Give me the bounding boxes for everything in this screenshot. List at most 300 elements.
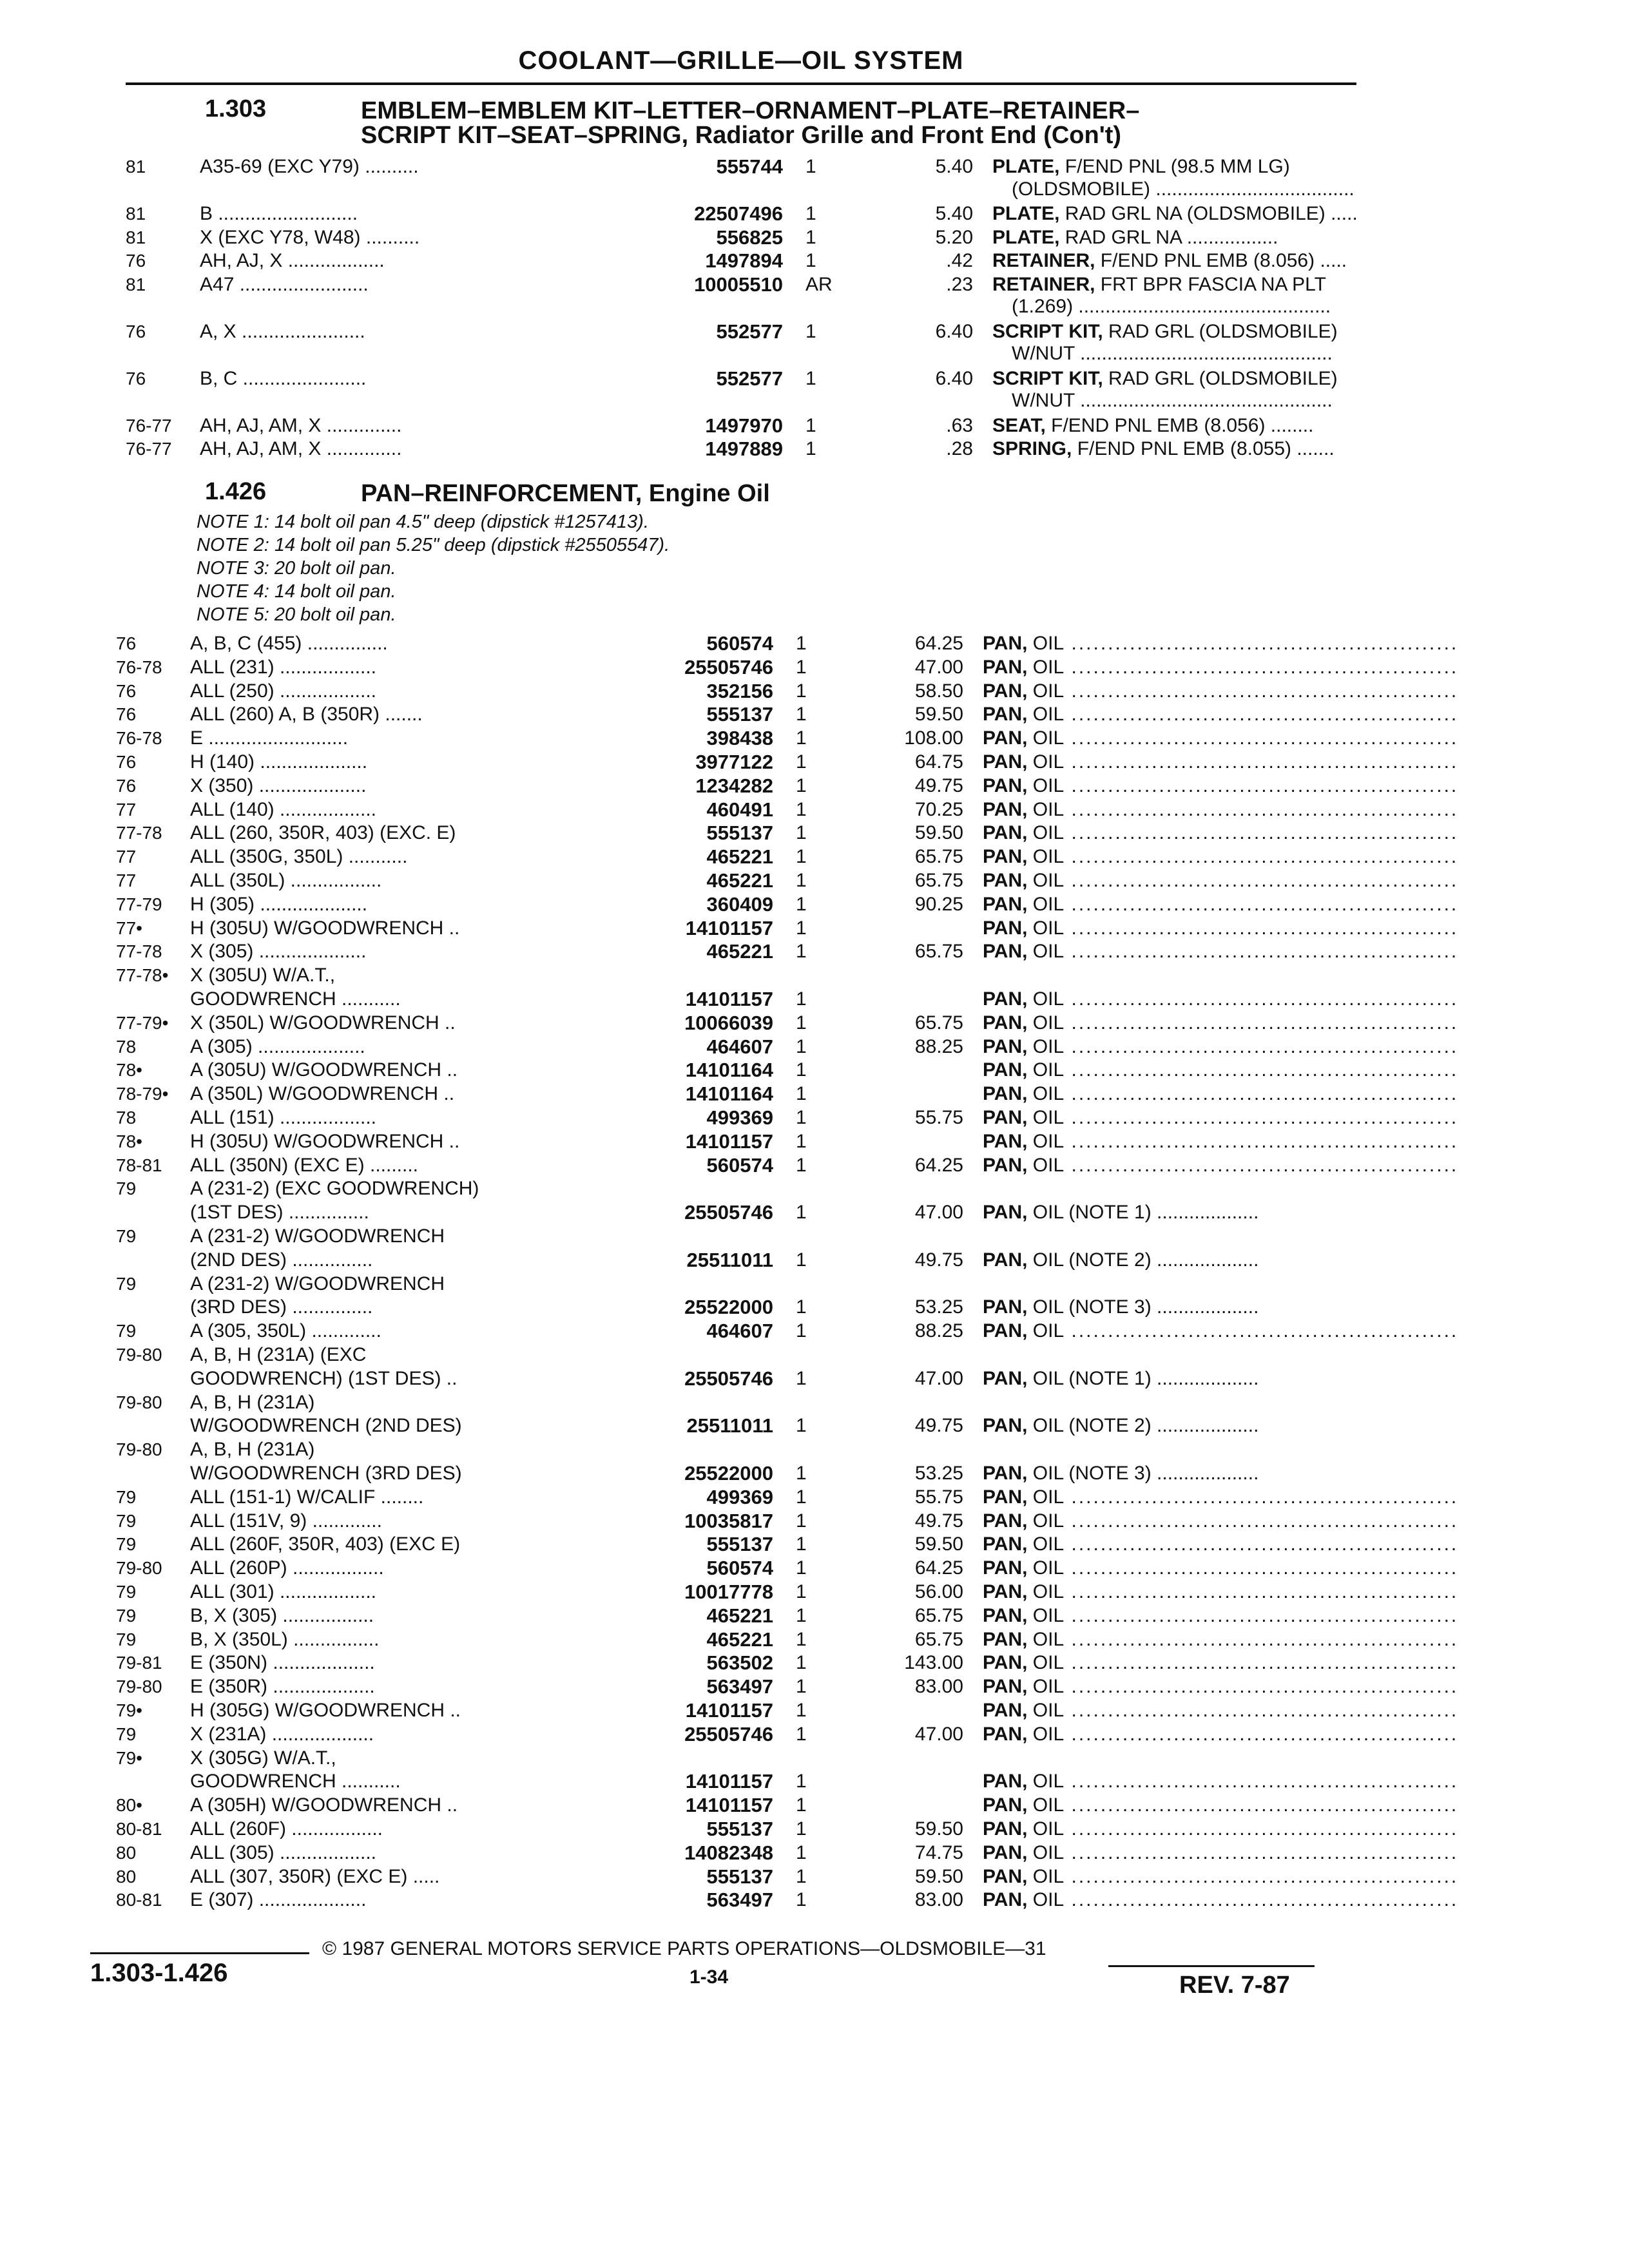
application-cell: A, B, C (455) ...............	[190, 633, 388, 654]
price-cell: 6.40	[935, 367, 973, 389]
description-text: F/END PNL EMB (8.055) .......	[1072, 438, 1335, 459]
quantity-cell: 1	[796, 1700, 807, 1721]
table-row	[116, 1651, 1463, 1675]
part-number-cell: 25511011	[686, 1248, 773, 1271]
model-year-cell: 81	[126, 204, 146, 224]
model-year-cell: 79	[116, 1582, 137, 1602]
description-text: OIL .....	[1027, 1557, 1456, 1579]
footer-revision: REV. 7-87	[1179, 1972, 1290, 1999]
quantity-cell: 1	[796, 680, 807, 702]
price-cell: 65.75	[914, 846, 963, 868]
description-cell	[992, 226, 1466, 249]
model-year-cell: 79-80	[116, 1677, 162, 1697]
price-cell: 108.00	[904, 727, 963, 749]
table-row	[116, 1437, 1463, 1461]
model-year-cell: 77	[116, 847, 137, 867]
application-cell: X (350) ....................	[190, 774, 367, 796]
part-number-cell: 14101157	[685, 1794, 773, 1817]
description-cell	[983, 631, 1456, 655]
application-cell: (1ST DES) ...............	[190, 1202, 369, 1224]
quantity-cell: 1	[796, 1676, 807, 1698]
application-cell: GOODWRENCH) (1ST DES) ..	[190, 1367, 458, 1389]
application-cell: X (305U) W/A.T.,	[190, 965, 336, 986]
description-cell	[992, 414, 1466, 437]
description-text: OIL .....	[1027, 988, 1456, 1010]
table-row	[116, 939, 1463, 963]
description-text: OIL .....	[1027, 1131, 1456, 1152]
application-cell: A47 ........................	[200, 273, 369, 295]
description-noun: SCRIPT KIT,	[992, 320, 1103, 342]
description-noun: PAN,	[983, 1557, 1028, 1579]
table-row	[116, 1011, 1463, 1035]
model-year-cell: 77-78•	[116, 965, 169, 986]
table-row	[116, 1556, 1463, 1580]
quantity-cell: 1	[796, 1818, 807, 1840]
quantity-cell: 1	[805, 414, 816, 436]
table-row	[116, 679, 1463, 703]
application-cell: E (350N) ...................	[190, 1652, 375, 1674]
description-noun: SPRING,	[992, 438, 1072, 459]
quantity-cell: 1	[796, 1107, 807, 1128]
model-year-cell: 78	[116, 1036, 137, 1057]
description-cell	[983, 1414, 1456, 1437]
description-text: OIL .....	[1027, 846, 1456, 867]
description-cell	[983, 1556, 1456, 1580]
quantity-cell: 1	[805, 156, 816, 177]
description-noun: PAN,	[983, 1083, 1028, 1105]
description-cell	[983, 1865, 1456, 1888]
quantity-cell: 1	[805, 250, 816, 271]
description-noun: PAN,	[983, 1154, 1028, 1176]
part-number-cell: 563502	[706, 1651, 773, 1675]
part-number-cell: 465221	[706, 869, 773, 892]
model-year-cell: 79	[116, 1178, 137, 1199]
model-year-cell: 77•	[116, 918, 142, 938]
description-noun: PAN,	[983, 1604, 1028, 1626]
part-number-cell: 25522000	[684, 1296, 773, 1319]
description-noun: PAN,	[983, 1628, 1028, 1650]
application-cell: A (231-2) W/GOODWRENCH	[190, 1273, 445, 1294]
description-noun: PAN,	[983, 1059, 1028, 1081]
application-cell: X (EXC Y78, W48) ..........	[200, 226, 420, 248]
description-noun: PAN,	[983, 1889, 1028, 1911]
description-cell	[983, 1628, 1456, 1651]
table-row	[126, 414, 1472, 437]
section-title-line: SCRIPT KIT–SEAT–SPRING, Radiator Grille and Front End (Con't)	[361, 122, 1122, 149]
description-cell	[983, 655, 1456, 679]
quantity-cell: 1	[796, 1130, 807, 1152]
application-cell: ALL (260) A, B (350R) .......	[190, 704, 423, 726]
table-row	[116, 1865, 1463, 1888]
part-number-cell: 552577	[716, 367, 783, 390]
description-text: OIL .....	[1027, 918, 1456, 939]
description-text: OIL .....	[1027, 1581, 1456, 1602]
application-cell: X (305G) W/A.T.,	[190, 1747, 336, 1769]
table-row	[116, 1722, 1463, 1746]
table-row	[116, 1841, 1463, 1865]
application-cell: ALL (301) ..................	[190, 1581, 376, 1602]
model-year-cell: 79•	[116, 1747, 142, 1768]
description-noun: PAN,	[983, 941, 1028, 963]
description-text: OIL .....	[1027, 1036, 1456, 1057]
part-number-cell: 25505746	[684, 1201, 773, 1224]
model-year-cell: 76-78	[116, 728, 162, 749]
description-noun: PAN,	[983, 1841, 1028, 1863]
description-continuation: (1.269) ...............................................	[1012, 296, 1331, 317]
model-year-cell: 79	[116, 1510, 137, 1531]
model-year-cell: 77	[116, 799, 137, 820]
description-text: OIL .....	[1027, 1605, 1456, 1626]
price-cell: 65.75	[914, 1604, 963, 1626]
description-text: OIL .....	[1027, 1629, 1456, 1650]
quantity-cell: 1	[805, 367, 816, 389]
description-cell	[983, 1698, 1456, 1722]
model-year-cell: 77-79	[116, 894, 162, 914]
model-year-cell: 76	[126, 251, 146, 271]
description-text: RAD GRL NA (OLDSMOBILE) .....	[1059, 203, 1358, 224]
description-noun: PAN,	[983, 798, 1028, 820]
description-text: F/END PNL (98.5 MM LG)	[1059, 156, 1290, 177]
description-cell	[992, 249, 1466, 273]
description-cell	[983, 1817, 1456, 1841]
page-title: COOLANT—GRILLE—OIL SYSTEM	[518, 46, 964, 75]
description-cell	[983, 916, 1456, 940]
description-noun: PAN,	[983, 846, 1028, 868]
note-line: NOTE 2: 14 bolt oil pan 5.25" deep (dipstick #25505547).	[197, 535, 670, 555]
description-noun: PAN,	[983, 1367, 1028, 1389]
model-year-cell: 76	[116, 633, 137, 653]
model-year-cell: 79	[116, 1724, 137, 1744]
quantity-cell: 1	[796, 1249, 807, 1271]
description-text: OIL .....	[1027, 894, 1456, 915]
description-noun: PAN,	[983, 893, 1028, 915]
quantity-cell: 1	[796, 1202, 807, 1224]
description-cell	[983, 1106, 1456, 1129]
description-noun: PAN,	[983, 1533, 1028, 1555]
part-number-cell: 563497	[706, 1675, 773, 1698]
model-year-cell: 79-81	[116, 1653, 162, 1673]
part-number-cell: 499369	[706, 1106, 773, 1129]
description-noun: PAN,	[983, 1794, 1028, 1816]
application-cell: B, X (350L) ................	[190, 1628, 380, 1650]
application-cell: ALL (140) ..................	[190, 798, 376, 820]
table-row	[116, 916, 1463, 940]
description-cell	[992, 437, 1466, 461]
description-cell	[983, 1509, 1456, 1533]
model-year-cell: 79	[116, 1321, 137, 1341]
description-noun: PLATE,	[992, 203, 1060, 224]
description-cell	[983, 987, 1456, 1011]
application-cell: ALL (151-1) W/CALIF ........	[190, 1486, 424, 1508]
model-year-cell: 78	[116, 1108, 137, 1128]
price-cell: .23	[946, 273, 973, 295]
description-text: OIL .....	[1027, 1724, 1456, 1745]
price-cell: .42	[946, 250, 973, 271]
application-cell: X (350L) W/GOODWRENCH ..	[190, 1012, 456, 1033]
description-cell	[983, 798, 1456, 822]
description-text: OIL .....	[1027, 1652, 1456, 1673]
section-number: 1.426	[205, 478, 267, 505]
model-year-cell: 80	[116, 1866, 137, 1887]
price-cell: 58.50	[914, 680, 963, 702]
part-number-cell: 14101157	[685, 916, 773, 939]
description-cell	[983, 1367, 1456, 1390]
table-row	[116, 1248, 1463, 1272]
price-cell: 5.40	[935, 203, 973, 224]
description-noun: PAN,	[983, 1107, 1028, 1128]
description-noun: PAN,	[983, 1130, 1028, 1152]
description-noun: PAN,	[983, 1652, 1028, 1674]
description-cell	[983, 821, 1456, 845]
description-text: OIL .....	[1027, 1866, 1456, 1887]
application-cell: B ..........................	[200, 203, 358, 224]
description-text: OIL (NOTE 1) ...................	[1027, 1202, 1259, 1224]
part-number-cell: 465221	[706, 845, 773, 869]
part-number-cell: 10066039	[684, 1011, 773, 1034]
quantity-cell: 1	[796, 656, 807, 678]
table-row	[116, 774, 1463, 798]
table-row	[116, 892, 1463, 916]
price-cell: 74.75	[914, 1841, 963, 1863]
price-cell: 49.75	[914, 774, 963, 796]
note-line: NOTE 5: 20 bolt oil pan.	[197, 604, 396, 625]
quantity-cell: 1	[796, 1841, 807, 1863]
application-cell: E (307) ....................	[190, 1889, 367, 1911]
model-year-cell: 79	[116, 1486, 137, 1507]
part-number-cell: 555137	[706, 1533, 773, 1556]
application-cell: A (305) ....................	[190, 1035, 365, 1057]
model-year-cell: 79-80	[116, 1558, 162, 1579]
quantity-cell: 1	[796, 893, 807, 915]
model-year-cell: 77-79•	[116, 1012, 169, 1033]
quantity-cell: 1	[796, 822, 807, 844]
description-text: OIL .....	[1027, 870, 1456, 891]
quantity-cell: 1	[805, 203, 816, 224]
part-number-cell: 398438	[706, 727, 773, 750]
model-year-cell: 78-81	[116, 1155, 162, 1175]
description-continuation: W/NUT ...............................................	[1012, 390, 1333, 411]
price-cell: 65.75	[914, 1012, 963, 1033]
application-cell: A, X .......................	[200, 320, 365, 342]
quantity-cell: 1	[796, 774, 807, 796]
description-cell	[983, 1058, 1456, 1082]
quantity-cell: 1	[796, 751, 807, 773]
part-number-cell: 14082348	[684, 1841, 773, 1864]
table-row	[116, 1367, 1463, 1390]
description-noun: PAN,	[983, 1249, 1028, 1271]
price-cell: 47.00	[914, 1723, 963, 1745]
part-number-cell: 22507496	[694, 202, 783, 225]
part-number-cell: 556825	[716, 226, 783, 249]
description-cell	[983, 1532, 1456, 1556]
description-noun: PLATE,	[992, 156, 1060, 177]
description-cell	[983, 1604, 1456, 1628]
footer-rule	[90, 1952, 309, 1954]
description-noun: PAN,	[983, 751, 1028, 773]
application-cell: AH, AJ, AM, X ..............	[200, 438, 402, 459]
table-row	[116, 1746, 1463, 1770]
table-row	[116, 1035, 1463, 1059]
model-year-cell: 81	[126, 274, 146, 294]
description-text: OIL .....	[1027, 727, 1456, 749]
table-row	[116, 1224, 1463, 1248]
table-row	[116, 821, 1463, 845]
description-noun: PAN,	[983, 727, 1028, 749]
price-cell: 53.25	[914, 1296, 963, 1318]
price-cell: 64.25	[914, 1154, 963, 1176]
table-row	[116, 1082, 1463, 1106]
description-cell	[983, 1082, 1456, 1106]
price-cell: 6.40	[935, 320, 973, 342]
table-row	[126, 273, 1472, 296]
description-noun: PAN,	[983, 1723, 1028, 1745]
table-row	[116, 1319, 1463, 1343]
part-number-cell: 10017778	[684, 1581, 773, 1603]
application-cell: (3RD DES) ...............	[190, 1296, 373, 1318]
application-cell: AH, AJ, AM, X ..............	[200, 414, 402, 436]
description-text: OIL .....	[1027, 1533, 1456, 1555]
quantity-cell: 1	[796, 1367, 807, 1389]
table-row	[116, 1580, 1463, 1604]
table-row	[126, 226, 1472, 249]
description-cell	[983, 726, 1456, 750]
application-cell: ALL (231) ..................	[190, 656, 376, 678]
price-cell: 59.50	[914, 1865, 963, 1887]
description-noun: PAN,	[983, 1700, 1028, 1721]
model-year-cell: 81	[126, 157, 146, 177]
table-row	[126, 202, 1472, 226]
part-number-cell: 14101157	[685, 1129, 773, 1153]
price-cell: 90.25	[914, 893, 963, 915]
table-row	[116, 1200, 1463, 1224]
price-cell: 59.50	[914, 1533, 963, 1555]
application-cell: H (140) ....................	[190, 751, 368, 773]
quantity-cell: 1	[796, 1012, 807, 1033]
application-cell: A (305, 350L) .............	[190, 1320, 381, 1342]
description-noun: PAN,	[983, 1818, 1028, 1840]
application-cell: H (305U) W/GOODWRENCH ..	[190, 1130, 460, 1152]
price-cell: 64.75	[914, 751, 963, 773]
description-noun: PAN,	[983, 680, 1028, 702]
description-noun: PAN,	[983, 1035, 1028, 1057]
model-year-cell: 80	[116, 1842, 137, 1863]
model-year-cell: 79	[116, 1629, 137, 1649]
table-row	[116, 1509, 1463, 1533]
application-cell: H (305U) W/GOODWRENCH ..	[190, 917, 460, 939]
application-cell: A (305H) W/GOODWRENCH ..	[190, 1794, 458, 1816]
part-number-cell: 3977122	[695, 751, 773, 773]
table-row	[116, 750, 1463, 774]
part-number-cell: 563497	[706, 1888, 773, 1912]
description-cell	[992, 202, 1466, 226]
description-text: F/END PNL EMB (8.056) ........	[1045, 414, 1314, 436]
footer-copyright: © 1987 GENERAL MOTORS SERVICE PARTS OPERATIONS—OLDSMOBILE—31	[322, 1938, 1046, 1959]
part-number-cell: 465221	[706, 1628, 773, 1651]
application-cell: A35-69 (EXC Y79) ..........	[200, 156, 419, 177]
description-noun: PAN,	[983, 1320, 1028, 1342]
description-text: OIL .....	[1027, 775, 1456, 796]
description-noun: RETAINER,	[992, 250, 1095, 271]
quantity-cell: 1	[805, 320, 816, 342]
part-number-cell: 1497889	[705, 437, 783, 460]
table-row	[116, 1153, 1463, 1177]
price-cell: 88.25	[914, 1320, 963, 1342]
table-row	[116, 1272, 1463, 1296]
price-cell: 65.75	[914, 1628, 963, 1650]
description-text: OIL .....	[1027, 1320, 1456, 1341]
description-cell	[983, 1841, 1456, 1865]
description-noun: SEAT,	[992, 414, 1046, 436]
price-cell: 59.50	[914, 1818, 963, 1840]
price-cell: 53.25	[914, 1463, 963, 1484]
description-text: OIL .....	[1027, 1771, 1456, 1792]
model-year-cell: 76-78	[116, 657, 162, 677]
quantity-cell: 1	[796, 1320, 807, 1342]
part-number-cell: 1497894	[705, 249, 783, 272]
description-noun: PAN,	[983, 1296, 1028, 1318]
quantity-cell: 1	[805, 438, 816, 459]
application-cell: B, X (305) .................	[190, 1604, 374, 1626]
description-text: OIL .....	[1027, 1486, 1456, 1508]
description-text: OIL (NOTE 2) ...................	[1027, 1249, 1259, 1271]
model-year-cell: 77-78	[116, 823, 162, 843]
price-cell: 47.00	[914, 1202, 963, 1224]
description-cell	[992, 367, 1466, 390]
application-cell: ALL (260F, 350R, 403) (EXC E)	[190, 1533, 461, 1555]
description-text: OIL .....	[1027, 1794, 1456, 1816]
model-year-cell: 76	[126, 321, 146, 341]
quantity-cell: 1	[796, 798, 807, 820]
description-noun: PAN,	[983, 704, 1028, 726]
table-row	[126, 320, 1472, 343]
table-row	[126, 367, 1472, 390]
quantity-cell: 1	[796, 917, 807, 939]
part-number-cell: 560574	[706, 1153, 773, 1177]
price-cell: 83.00	[914, 1676, 963, 1698]
part-number-cell: 460491	[706, 798, 773, 821]
application-cell: A, B, H (231A) (EXC	[190, 1344, 367, 1365]
description-text: OIL .....	[1027, 704, 1456, 725]
description-cell	[992, 155, 1466, 178]
notes-block	[197, 510, 670, 626]
part-number-cell: 1234282	[695, 774, 773, 797]
application-cell: ALL (305) ..................	[190, 1841, 376, 1863]
application-cell: GOODWRENCH ...........	[190, 988, 401, 1010]
footer-section-range: 1.303-1.426	[90, 1959, 228, 1987]
part-number-cell: 555137	[706, 1818, 773, 1840]
quantity-cell: 1	[796, 988, 807, 1010]
price-cell: .63	[946, 414, 973, 436]
part-number-cell: 465221	[706, 940, 773, 963]
model-year-cell: 79-80	[116, 1439, 162, 1460]
table-row	[116, 702, 1463, 726]
part-number-cell: 360409	[706, 892, 773, 916]
application-cell: ALL (350N) (EXC E) .........	[190, 1154, 418, 1176]
quantity-cell: 1	[796, 1154, 807, 1176]
model-year-cell: 77	[116, 870, 137, 890]
part-number-cell: 14101157	[685, 1699, 773, 1722]
price-cell: 5.40	[935, 156, 973, 177]
description-text: FRT BPR FASCIA NA PLT	[1095, 273, 1326, 295]
price-cell: 64.25	[914, 633, 963, 654]
application-cell: ALL (151) ..................	[190, 1107, 376, 1128]
quantity-cell: 1	[796, 1604, 807, 1626]
table-row	[116, 1769, 1463, 1793]
part-number-cell: 1497970	[705, 414, 783, 437]
description-noun: PAN,	[983, 1486, 1028, 1508]
price-cell: 49.75	[914, 1415, 963, 1437]
description-noun: PAN,	[983, 656, 1028, 678]
